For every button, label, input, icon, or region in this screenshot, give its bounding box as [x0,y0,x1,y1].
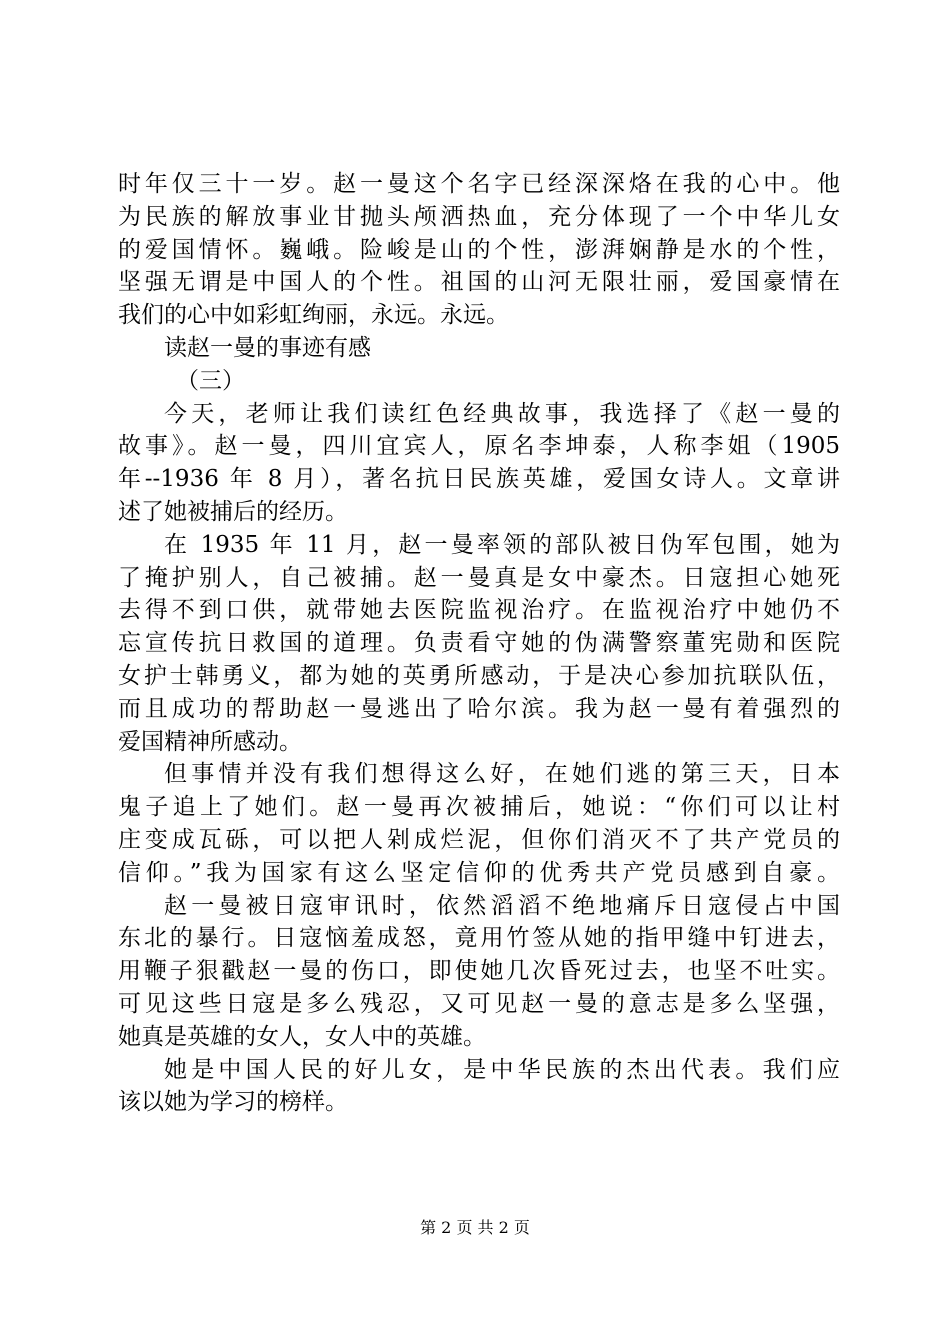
text-line: 时年仅三十一岁。赵一曼这个名字已经深深烙在我的心中。他 [118,171,840,197]
text-line: 信仰。”我为国家有这么坚定信仰的优秀共产党员感到自豪。 [118,859,840,886]
text-line: 女护士韩勇义，都为她的英勇所感动，于是决心参加抗联队伍， [118,662,840,689]
text-line: 的爱国情怀。巍峨。险峻是山的个性，澎湃娴静是水的个性， [118,236,840,263]
text-line: 她真是英雄的女人，女人中的英雄。 [118,1023,486,1050]
text-line: 而且成功的帮助赵一曼逃出了哈尔滨。我为赵一曼有着强烈的 [118,695,840,722]
text-line: 我们的心中如彩虹绚丽，永远。永远。 [118,302,509,329]
document-body [118,168,840,1119]
text-line: 庄变成瓦砾，可以把人剁成烂泥，但你们消灭不了共产党员的 [118,826,840,853]
text-line: 鬼子追上了她们。赵一曼再次被捕后，她说：“你们可以让村 [118,794,840,821]
text-line: 忘宣传抗日救国的道理。负责看守她的伪满警察董宪勋和医院 [118,630,840,657]
text-line: 年--1936 年 8 月），著名抗日民族英雄，爱国女诗人。文章讲 [118,466,840,493]
text-line: 坚强无谓是中国人的个性。祖国的山河无限壮丽，爱国豪情在 [118,269,840,296]
text-line: 赵一曼被日寇审讯时，依然滔滔不绝地痛斥日寇侵占中国 [164,892,840,919]
text-line: 该以她为学习的榜样。 [118,1089,348,1116]
text-line: 今天，老师让我们读红色经典故事，我选择了《赵一曼的 [164,400,840,427]
text-line: 她是中国人民的好儿女，是中华民族的杰出代表。我们应 [164,1056,840,1083]
text-line: 在 1935 年 11 月，赵一曼率领的部队被日伪军包围，她为 [164,531,840,558]
text-line: 爱国精神所感动。 [118,728,302,755]
text-line: 故事》。赵一曼，四川宜宾人，原名李坤泰，人称李姐（1905 [118,433,840,460]
text-line: 东北的暴行。日寇恼羞成怒，竟用竹签从她的指甲缝中钉进去， [118,925,840,952]
section-number: （三） [176,367,245,394]
page-footer [0,1215,950,1238]
section-title: 读赵一曼的事迹有感 [164,334,371,361]
text-line: 去得不到口供，就带她去医院监视治疗。在监视治疗中她仍不 [118,597,840,624]
text-line: 了掩护别人，自己被捕。赵一曼真是女中豪杰。日寇担心她死 [118,564,840,591]
text-line: 为民族的解放事业甘抛头颅洒热血，充分体现了一个中华儿女 [118,203,840,230]
page-number: 第 2 页 共 2 页 [420,1218,530,1237]
text-line: 述了她被捕后的经历。 [118,498,348,525]
text-line: 用鞭子狠戳赵一曼的伤口，即使她几次昏死过去，也坚不吐实。 [118,958,840,985]
text-line: 可见这些日寇是多么残忍，又可见赵一曼的意志是多么坚强， [118,990,840,1017]
text-line: 但事情并没有我们想得这么好，在她们逃的第三天，日本 [164,761,840,788]
